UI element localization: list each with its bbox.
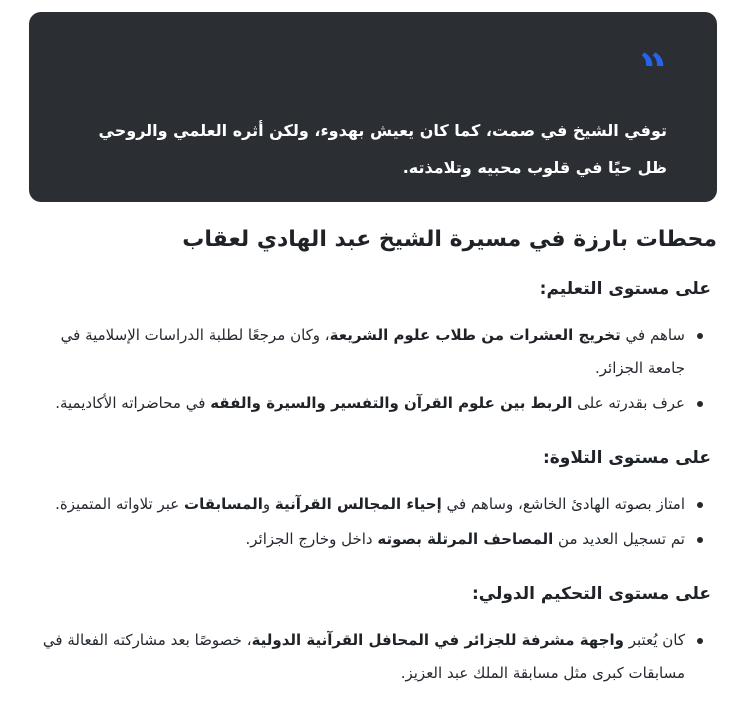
- article-content: [29, 222, 717, 712]
- list-item: تم تسجيل العديد من المصاحف المرتلة بصوته داخل وخارج الجزائر.: [29, 523, 685, 556]
- recitation-list: [29, 488, 717, 556]
- list-item: كان يُعتبر واجهة مشرفة للجزائر في المحافل القرآنية الدولية، خصوصًا بعد مشاركته الفعالة في مسابقات كبرى مثل مسابقة الملك عبد العزيز.: [29, 624, 685, 690]
- list-item: امتاز بصوته الهادئ الخاشع، وساهم في إحياء المجالس القرآنية والمسابقات عبر تلاواته المتميزة.: [29, 488, 685, 521]
- section-heading-education: على مستوى التعليم:: [539, 279, 711, 299]
- section-heading-recitation: على مستوى التلاوة:: [542, 448, 711, 468]
- section-heading-judging: على مستوى التحكيم الدولي:: [471, 584, 711, 604]
- list-item: ساهم في تخريج العشرات من طلاب علوم الشريعة، وكان مرجعًا لطلبة الدراسات الإسلامية في جامعة الجزائر.: [29, 319, 685, 385]
- quote-text: توفي الشيخ في صمت، كما كان يعيش بهدوء، ولكن أثره العلمي والروحي ظل حيًا في قلوب محبيه وتلامذته.: [98, 121, 667, 177]
- list-item: عرف بقدرته على الربط بين علوم القرآن والتفسير والسيرة والفقه في محاضراته الأكاديمية.: [29, 387, 685, 420]
- education-list: [29, 319, 717, 420]
- quote-card: [29, 12, 717, 202]
- quote-icon: “: [639, 44, 667, 100]
- judging-list: [29, 624, 717, 690]
- article-heading: محطات بارزة في مسيرة الشيخ عبد الهادي لعقاب: [182, 227, 717, 252]
